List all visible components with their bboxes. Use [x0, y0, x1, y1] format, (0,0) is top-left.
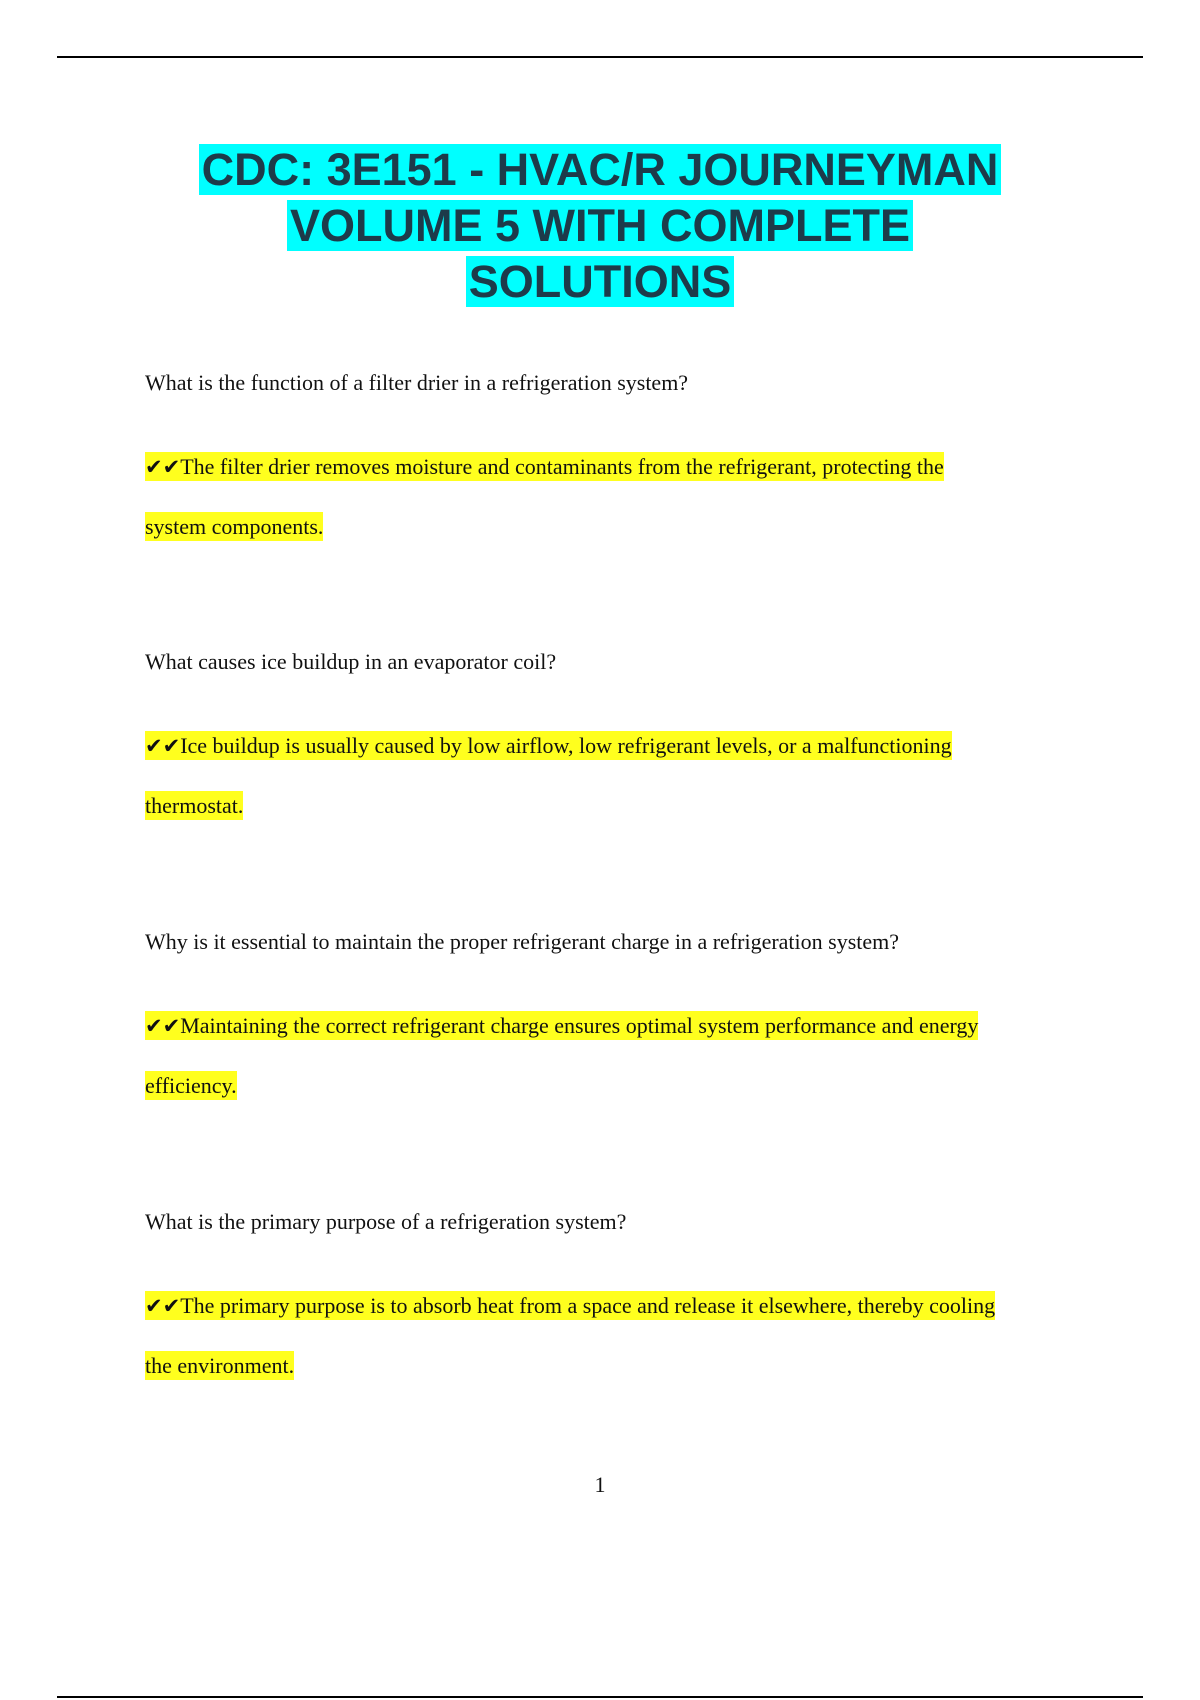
- answer-line: [145, 1291, 995, 1320]
- bottom-rule: [57, 1696, 1143, 1698]
- answer-line-text: The filter drier removes moisture and contaminants from the refrigerant, protecting the: [180, 454, 944, 479]
- title-line-3: SOLUTIONS: [466, 256, 735, 307]
- answer-line: [145, 1351, 294, 1380]
- answer-line: [145, 791, 243, 820]
- answer-line-text: thermostat.: [145, 793, 244, 818]
- page-number: 1: [594, 1472, 606, 1497]
- answer-line-text: the environment.: [145, 1353, 295, 1378]
- answer-text: [145, 1276, 995, 1396]
- question-text: What is the function of a filter drier in a refrigeration system?: [145, 370, 689, 395]
- answer-line-text: Ice buildup is usually caused by low airflow, low refrigerant levels, or a malfunctioning: [180, 733, 952, 758]
- question-text: What causes ice buildup in an evaporator coil?: [145, 649, 557, 674]
- answer-line-text: efficiency.: [145, 1073, 237, 1098]
- answer-line: [145, 731, 952, 760]
- answer-text: [145, 716, 952, 836]
- answer-line-text: system components.: [145, 514, 324, 539]
- answer-line: [145, 512, 323, 541]
- title-line-1: CDC: 3E151 - HVAC/R JOURNEYMAN: [199, 144, 1002, 195]
- double-check-icon: ✔✔: [145, 1294, 181, 1318]
- double-check-icon: ✔✔: [145, 455, 181, 479]
- answer-line: [145, 1071, 237, 1100]
- answer-line-text: Maintaining the correct refrigerant charge ensures optimal system performance and energy: [180, 1013, 979, 1038]
- question-text: Why is it essential to maintain the proper refrigerant charge in a refrigeration system?: [145, 929, 900, 954]
- top-rule: [57, 56, 1143, 58]
- title-line-2: VOLUME 5 WITH COMPLETE: [287, 200, 913, 251]
- answer-line: [145, 452, 944, 481]
- question-text: What is the primary purpose of a refrigeration system?: [145, 1209, 627, 1234]
- answer-line: [145, 1011, 978, 1040]
- document-title: [100, 142, 1100, 310]
- double-check-icon: ✔✔: [145, 1014, 181, 1038]
- answer-line-text: The primary purpose is to absorb heat from a space and release it elsewhere, thereby cooling: [180, 1293, 996, 1318]
- double-check-icon: ✔✔: [145, 734, 181, 758]
- answer-text: [145, 437, 944, 557]
- answer-text: [145, 996, 978, 1116]
